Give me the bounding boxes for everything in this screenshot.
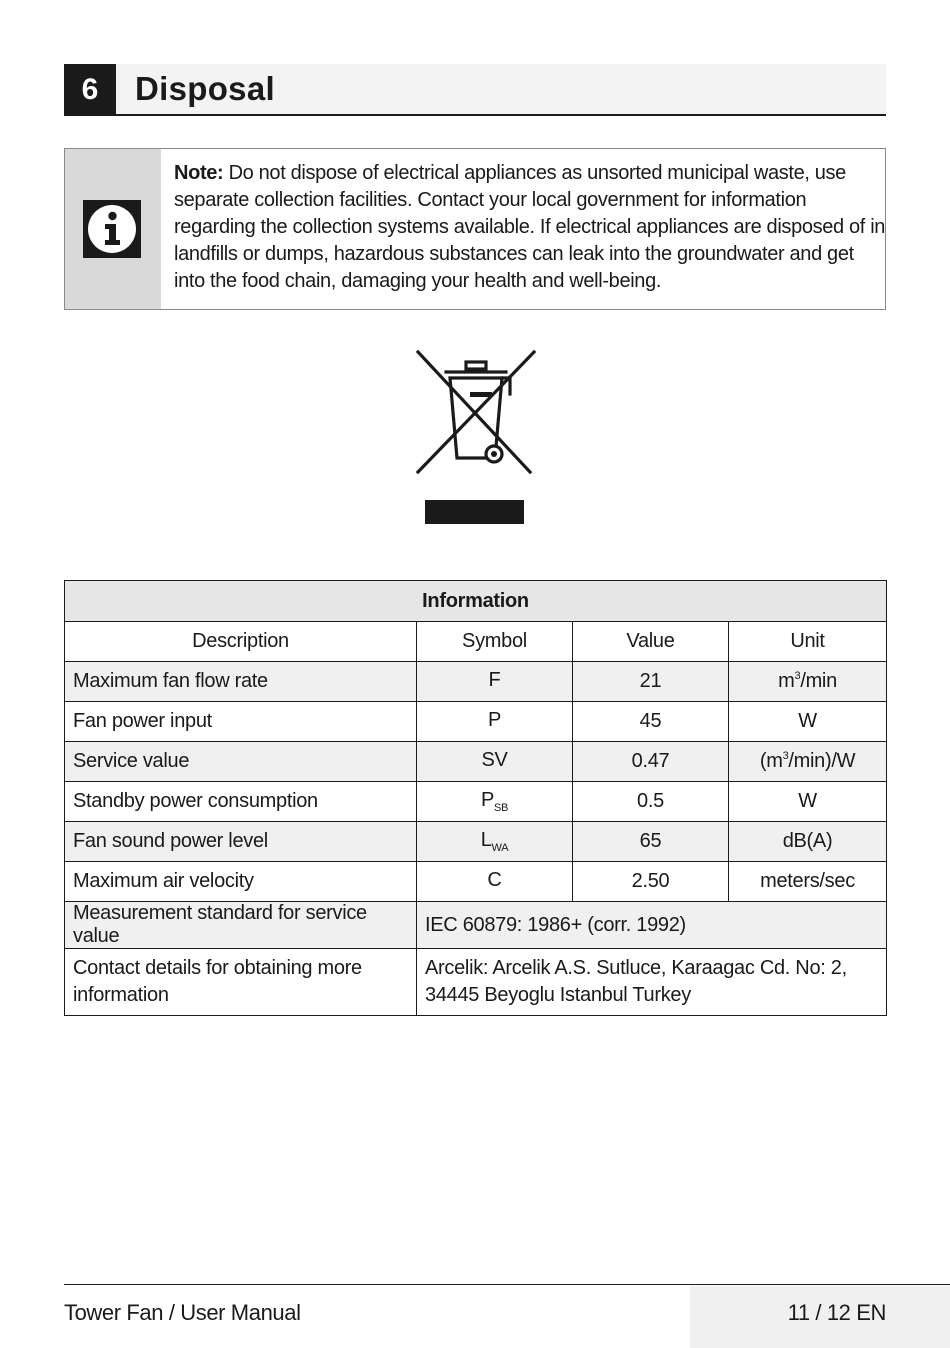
table-row xyxy=(65,662,887,702)
row-description: Maximum air velocity xyxy=(65,862,417,902)
footer-page-number: 11 / 12 EN xyxy=(787,1300,886,1325)
row-description: Fan sound power level xyxy=(65,822,417,862)
row-value: 45 xyxy=(573,702,729,742)
table-header-row xyxy=(65,622,887,662)
crossed-out-wheeled-bin-icon xyxy=(414,348,538,528)
section-number: 6 xyxy=(64,64,116,116)
note-box xyxy=(64,148,886,310)
row-value: 21 xyxy=(573,662,729,702)
footer-document-title: Tower Fan / User Manual xyxy=(64,1300,301,1325)
row-symbol: P xyxy=(417,702,573,742)
standard-label: Measurement standard for service value xyxy=(65,902,417,949)
table-title: Information xyxy=(65,581,887,622)
note-text xyxy=(174,160,886,295)
contact-label: Contact details for obtaining more information xyxy=(65,949,417,1016)
row-description: Service value xyxy=(65,742,417,782)
table-title-row xyxy=(65,581,887,622)
note-body: Do not dispose of electrical appliances as unsorted municipal waste, use separate collection facilities. Contact your local government for information regarding the collection systems available. If electrical appliances are disposed of in landfills or dumps, hazardous substances can leak into the groundwater and get into the food chain, damaging your health and well-being. xyxy=(174,162,886,292)
table-row xyxy=(65,702,887,742)
row-unit: dB(A) xyxy=(729,822,887,862)
row-unit: $(m^3/\min)/W$ xyxy=(729,742,887,782)
row-unit: W xyxy=(729,782,887,822)
table-row xyxy=(65,782,887,822)
row-unit: $m^3/\min$ xyxy=(729,662,887,702)
note-label: Note: xyxy=(174,162,224,184)
row-description: Standby power consumption xyxy=(65,782,417,822)
row-unit: W xyxy=(729,702,887,742)
row-symbol: $P_{SB}$ xyxy=(417,782,573,822)
row-description: Fan power input xyxy=(65,702,417,742)
row-value: 2.50 xyxy=(573,862,729,902)
table-row xyxy=(65,822,887,862)
row-symbol: $L_{WA}$ xyxy=(417,822,573,862)
section-title: Disposal xyxy=(135,70,275,107)
row-symbol: F xyxy=(417,662,573,702)
row-value: 65 xyxy=(573,822,729,862)
row-unit: meters/sec xyxy=(729,862,887,902)
footer-divider xyxy=(64,1284,950,1285)
column-header: Symbol xyxy=(417,622,573,662)
table-row-contact xyxy=(65,949,887,1016)
column-header: Value xyxy=(573,622,729,662)
row-symbol: SV xyxy=(417,742,573,782)
section-header xyxy=(64,64,886,116)
row-value: 0.5 xyxy=(573,782,729,822)
table-row xyxy=(65,742,887,782)
column-header: Unit xyxy=(729,622,887,662)
column-header: Description xyxy=(65,622,417,662)
row-value: 0.47 xyxy=(573,742,729,782)
table-row-standard xyxy=(65,902,887,949)
row-description: Maximum fan flow rate xyxy=(65,662,417,702)
standard-value: IEC 60879: 1986+ (corr. 1992) xyxy=(417,902,887,949)
contact-value: Arcelik: Arcelik A.S. Sutluce, Karaagac Cd. No: 2, 34445 Beyoglu Istanbul Turkey xyxy=(417,949,887,1016)
note-icon-column xyxy=(65,149,161,309)
row-symbol: C xyxy=(417,862,573,902)
information-table xyxy=(64,580,887,1016)
table-row xyxy=(65,862,887,902)
info-icon xyxy=(83,200,141,258)
